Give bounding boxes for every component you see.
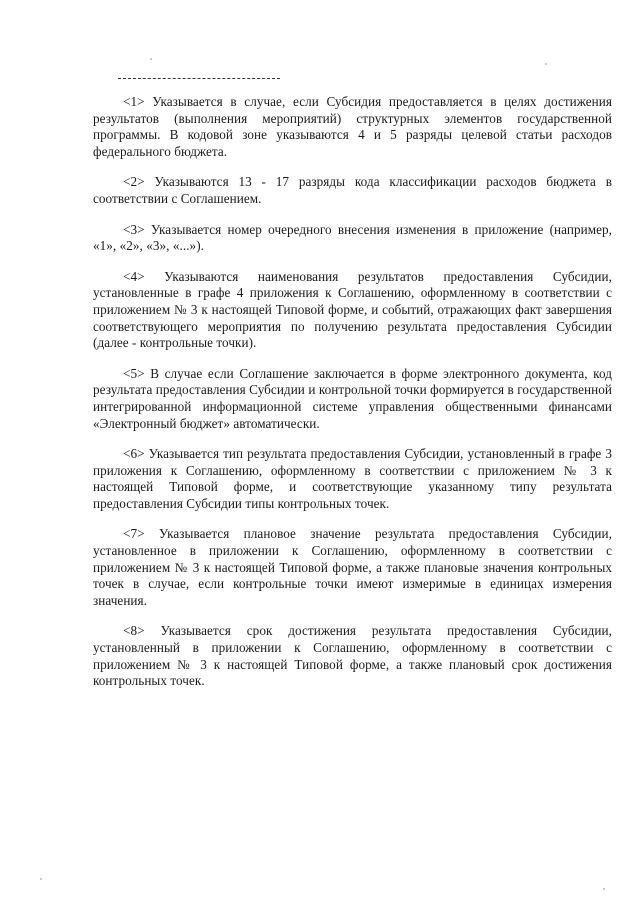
footnote-3: <3> Указывается номер очередного внесения изменения в приложение (например, «1», «2», «3», «...»). <box>93 221 612 254</box>
footnote-1: <1> Указывается в случае, если Субсидия предоставляется в целях достижения результатов (выполнения мероприятий) структурных элементов государственной программы. В кодовой зоне указываются 4 и 5 разряды целевой статьи расходов федерального бюджета. <box>93 94 612 159</box>
scan-speck <box>150 58 152 60</box>
footnote-separator <box>118 78 280 79</box>
footnote-2: <2> Указываются 13 - 17 разряды кода классификации расходов бюджета в соответствии с Соглашением. <box>93 174 612 206</box>
scan-speck <box>545 63 547 65</box>
footnote-7: <7> Указывается плановое значение результата предоставления Субсидии, установленное в приложении к Соглашению, оформленному в соответствии с приложением № 3 к настоящей Типовой форме, а также плановые значения контрольных точек в случае, если контрольные точки имеют измеримые в единицах измерения значения. <box>93 526 612 608</box>
scan-speck <box>40 878 42 880</box>
scan-speck <box>603 888 605 890</box>
footnotes-list <box>93 94 612 704</box>
footnote-6: <6> Указывается тип результата предоставления Субсидии, установленный в графе 3 приложения к Соглашению, оформленному в соответствии с приложением № 3 к настоящей Типовой форме, и соответствующие указанному типу результата предоставления Субсидии типы контрольных точек. <box>93 446 612 511</box>
footnote-5: <5> В случае если Соглашение заключается в форме электронного документа, код результата предоставления Субсидии и контрольной точки формируется в государственной интегрированной информационной системе управления общественными финансами «Электронный бюджет» автоматически. <box>93 365 612 431</box>
footnote-4: <4> Указываются наименования результатов предоставления Субсидии, установленные в графе 4 приложения к Соглашению, оформленному в соответствии с приложением № 3 к настоящей Типовой форме, и событий, отражающих факт завершения соответствующего мероприятия по получению результата предоставления Субсидии (далее - контрольные точки). <box>93 268 612 351</box>
footnote-8: <8> Указывается срок достижения результата предоставления Субсидии, установленный в приложении к Соглашению, оформленному в соответствии с приложением № 3 к настоящей Типовой форме, а также плановый срок достижения контрольных точек. <box>93 623 612 689</box>
